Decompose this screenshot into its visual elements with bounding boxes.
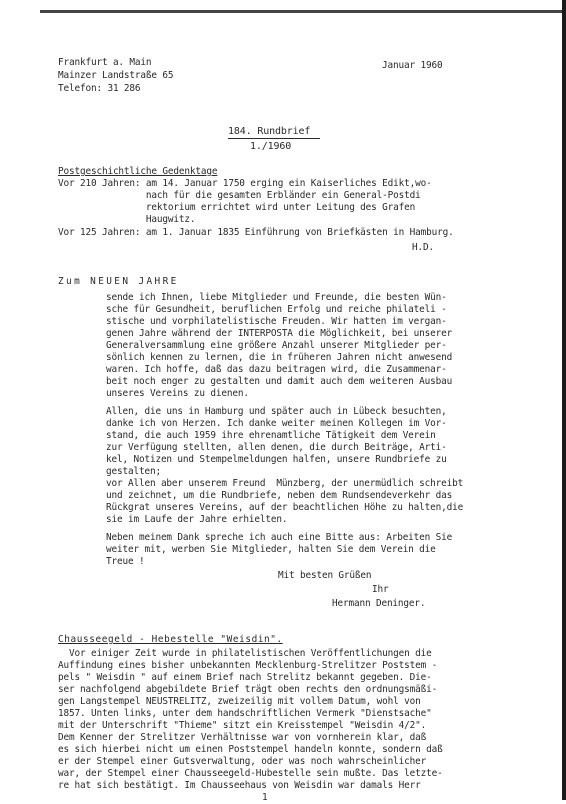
text-line: Auffindung eines bisher unbekannten Mecklenburg-Strelitzer Poststem - — [58, 660, 438, 671]
section-heading-gedenktage: Postgeschichtliche Gedenktage — [58, 166, 218, 177]
text-line: war, der Stempel einer Chausseegeld-Hubestelle sein mußte. Das letzte- — [58, 768, 443, 779]
text-line: vor Allen aber unserem Freund Münzberg, der unermüdlich schreibt — [106, 478, 464, 489]
text-line: genen Jahre während der INTERPOSTA die Möglichkeit, bei unserer — [106, 328, 453, 339]
rundbrief-number: 1./1960 — [250, 141, 292, 152]
text-line: Vor 210 Jahren: am 14. Januar 1750 erging ein Kaiserliches Edikt,wo- — [58, 178, 432, 189]
letter-date: Januar 1960 — [382, 60, 443, 71]
section-heading-neujahr: Zum NEUEN JAHRE — [58, 276, 179, 287]
text-line: Vor 125 Jahren: am 1. Januar 1835 Einführung von Briefkästen in Hamburg. — [58, 227, 454, 238]
scan-edge-right — [562, 0, 566, 800]
text-line: Haugwitz. — [58, 214, 196, 225]
address-street: Mainzer Landstraße 65 — [58, 70, 174, 81]
text-line: Generalversammlung eine größere Anzahl unserer Mitglieder per- — [106, 340, 447, 351]
page-number: 1 — [262, 792, 268, 803]
scan-edge-top — [40, 10, 566, 13]
text-line: rektorium errichtet wird unter Leitung des Grafen — [58, 202, 416, 213]
text-line: kel, Notizen und Stempelmeldungen halfen, unsere Rundbriefe zu — [106, 454, 447, 465]
text-line: nach für die gesamten Erbländer ein General-Postdi — [58, 190, 421, 201]
text-line: mit der Unterschrift "Thieme" sitzt ein Kreisstempel "Weisdin 4/2". — [58, 720, 427, 731]
text-line: und zeichnet, um die Rundbriefe, neben dem Rundsendeverkehr das — [106, 490, 453, 501]
text-line: Rückgrat unseres Vereins, auf der beachtlichen Höhe zu halten,die — [106, 502, 464, 513]
text-line: gestalten; — [106, 466, 161, 477]
text-line: pels " Weisdin " auf einem Brief nach Strelitz bekannt gegeben. Die- — [58, 672, 432, 683]
text-line: Neben meinem Dank spreche ich auch eine Bitte aus: Arbeiten Sie — [106, 532, 453, 543]
initials-sign: H.D. — [412, 242, 434, 253]
text-line: sönlich kennen zu lernen, die in früheren Jahren nicht anwesend — [106, 352, 453, 363]
text-line: sende ich Ihnen, liebe Mitglieder und Freunde, die besten Wün- — [106, 292, 447, 303]
closing-greeting: Mit besten Grüßen — [278, 570, 372, 581]
text-line: re hat sich bestätigt. Im Chausseehaus von Weisdin war damals Herr — [58, 780, 421, 791]
rundbrief-title: 184. Rundbrief — [228, 126, 311, 137]
text-line: ser nachfolgend abgebildete Brief trägt oben rechts den ordnungsmäßi- — [58, 684, 438, 695]
section-heading-chausseegeld: Chausseegeld - Hebestelle "Weisdin". — [58, 634, 283, 645]
text-line: beit noch enger zu gestalten und damit auch dem weiteren Ausbau — [106, 376, 453, 387]
text-line: stand, die auch 1959 ihre ehrenamtliche Tätigkeit dem Verein — [106, 430, 436, 441]
text-line: 1857. Unten links, unter dem handschriftlichen Vermerk "Dienstsache" — [58, 708, 432, 719]
text-line: waren. Ich hoffe, daß das dazu beitragen wird, die Zusammenar- — [106, 364, 447, 375]
closing-ihr: Ihr — [372, 584, 389, 595]
text-line: Dem Kenner der Strelitzer Verhältnisse war von vornherein klar, daß — [58, 732, 427, 743]
text-line: sche für Gesundheit, beruflichen Erfolg und reiche philateli - — [106, 304, 447, 315]
text-line: sie im Laufe der Jahre erhielten. — [106, 514, 288, 525]
text-line: er der Stempel einer Gutsverwaltung, oder was noch wahrscheinlicher — [58, 756, 427, 767]
text-line: es sich hierbei nicht um einen Poststempel handeln konnte, sondern daß — [58, 744, 443, 755]
signature-name: Hermann Deninger. — [332, 598, 426, 609]
text-line: weiter mit, werben Sie Mitglieder, halten Sie dem Verein die — [106, 544, 436, 555]
text-line: Vor einiger Zeit wurde in philatelistischen Veröffentlichungen die — [58, 648, 432, 659]
title-underline — [228, 138, 320, 139]
text-line: danke ich von Herzen. Ich danke weiter meinen Kollegen im Vor- — [106, 418, 447, 429]
text-line: Treue ! — [106, 556, 145, 567]
text-line: stische und vorphilatelistische Freuden. Wir hatten im vergan- — [106, 316, 447, 327]
text-line: zur Verfügung stellten, allen denen, die durch Beiträge, Arti- — [106, 442, 447, 453]
text-line: unseres Vereins zu dienen. — [106, 388, 249, 399]
text-line: Allen, die uns in Hamburg und später auch in Lübeck besuchten, — [106, 406, 447, 417]
address-phone: Telefon: 31 286 — [58, 83, 141, 94]
text-line: gen Langstempel NEUSTRELITZ, zweizeilig mit vollem Datum, wohl von — [58, 696, 421, 707]
address-city: Frankfurt a. Main — [58, 57, 152, 68]
